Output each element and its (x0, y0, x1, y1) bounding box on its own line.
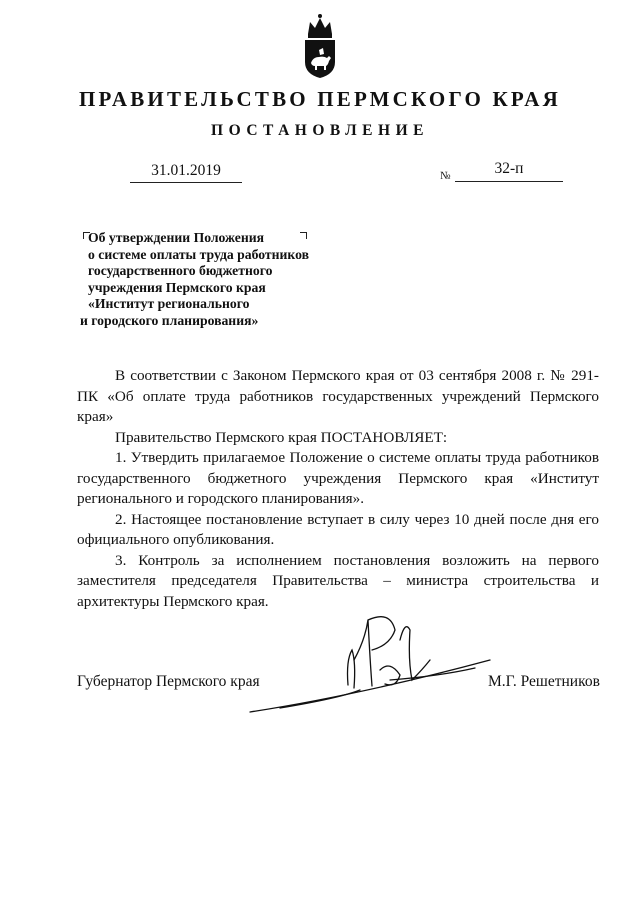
subject-line: о системе оплаты труда работников (88, 246, 310, 262)
signatory-name: М.Г. Решетников (488, 673, 600, 690)
body-paragraph: 2. Настоящее постановление вступает в силу через 10 дней после дня его официального опубликования. (77, 510, 599, 548)
document-type: ПОСТАНОВЛЕНИЕ (211, 122, 429, 139)
handwritten-signature (240, 600, 500, 725)
government-title: ПРАВИТЕЛЬСТВО ПЕРМСКОГО КРАЯ (78, 87, 561, 111)
body-paragraph: Правительство Пермского края ПОСТАНОВЛЯЕТ: (115, 428, 448, 446)
document-subject (80, 230, 380, 329)
coat-of-arms-icon (300, 10, 340, 80)
subject-line: Об утверждении Положения (88, 230, 265, 245)
number-underline (455, 181, 563, 182)
body-paragraph: В соответствии с Законом Пермского края от 03 сентября 2008 г. № 291-ПК «Об оплате труда работников государственных учреждений Пермского края» (77, 367, 599, 425)
body-paragraph: 3. Контроль за исполнением постановления возложить на первого заместителя председателя Правительства – министра строительства и архитектуры Пермского края. (77, 551, 599, 610)
document-body (77, 366, 599, 612)
subject-line: государственного бюджетного (88, 263, 273, 278)
body-paragraph: 1. Утвердить прилагаемое Положение о системе оплаты труда работников государственного бюджетного учреждения Пермского края «Институт регионального и городского планирования». (77, 449, 599, 507)
document-number: 32-п (494, 160, 524, 177)
subject-line: учреждения Пермского края (88, 279, 266, 295)
subject-line: и городского планирования» (80, 312, 259, 328)
document-date: 31.01.2019 (151, 162, 221, 179)
number-label: № (440, 170, 451, 182)
date-underline (130, 182, 242, 183)
signatory-position: Губернатор Пермского края (77, 673, 260, 690)
subject-line: «Институт регионального (88, 296, 250, 311)
